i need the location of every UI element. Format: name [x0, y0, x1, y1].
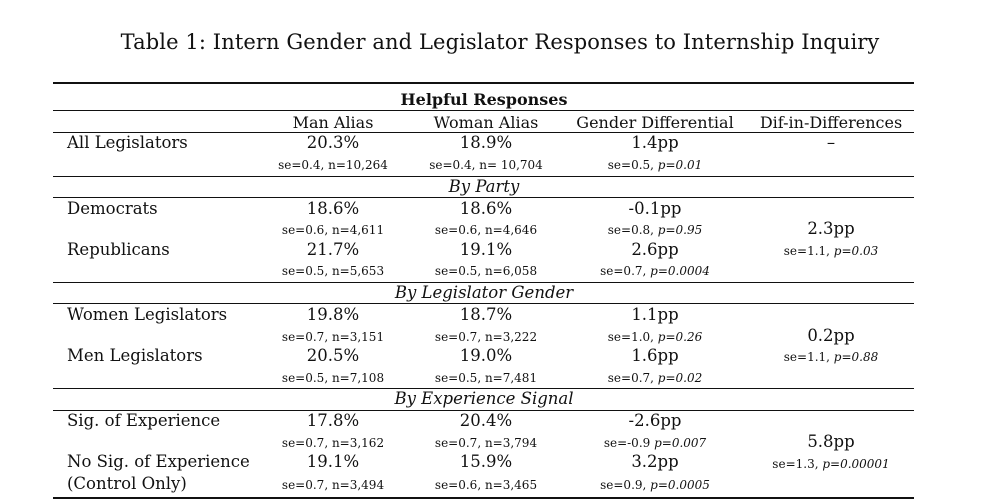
cell-sig-man: 17.8% [306, 411, 360, 430]
cell-gender-did: 0.2pp [807, 326, 855, 345]
column-header-man-alias: Man Alias [292, 113, 374, 132]
se-dem-diff: se=0.8, p=0.95 [607, 223, 703, 237]
se-experience-did: se=1.3, p=0.00001 [772, 457, 890, 471]
se-nosig-man: se=0.7, n=3,494 [281, 478, 385, 492]
cell-nosig-man: 19.1% [306, 452, 360, 471]
cell-experience-did: 5.8pp [807, 432, 855, 451]
se-dem-woman: se=0.6, n=4,646 [434, 223, 538, 237]
cell-all-woman: 18.9% [459, 133, 513, 152]
row-label-no-sig-experience: No Sig. of Experience [67, 452, 250, 471]
section-rule-party-bottom [53, 197, 914, 198]
top-rule [53, 82, 914, 84]
se-sig-woman: se=0.7, n=3,794 [434, 436, 538, 450]
table-caption: Table 1: Intern Gender and Legislator Responses to Internship Inquiry [120, 30, 880, 54]
bottom-rule [53, 497, 914, 499]
cell-sig-woman: 20.4% [459, 411, 513, 430]
row-label-men-legislators: Men Legislators [67, 346, 203, 365]
cell-dem-diff: -0.1pp [628, 199, 682, 218]
se-all-diff: se=0.5, p=0.01 [607, 158, 703, 172]
se-party-did: se=1.1, p=0.03 [783, 244, 879, 258]
se-women-leg-man: se=0.7, n=3,151 [281, 330, 385, 344]
group-header: Helpful Responses [400, 90, 568, 109]
cell-rep-woman: 19.1% [459, 240, 513, 259]
section-rule-gender-bottom [53, 303, 914, 304]
row-label-all-legislators: All Legislators [67, 133, 188, 152]
cell-women-leg-woman: 18.7% [459, 305, 513, 324]
cell-men-leg-woman: 19.0% [459, 346, 513, 365]
column-header-woman-alias: Woman Alias [433, 113, 539, 132]
se-women-leg-diff: se=1.0, p=0.26 [607, 330, 703, 344]
cell-sig-diff: -2.6pp [628, 411, 682, 430]
header-rule [53, 110, 914, 111]
cell-women-leg-man: 19.8% [306, 305, 360, 324]
se-men-leg-woman: se=0.5, n=7,481 [434, 371, 538, 385]
cell-rep-man: 21.7% [306, 240, 360, 259]
section-label-experience: By Experience Signal [394, 389, 574, 408]
column-header-dif-in-differences: Dif-in-Differences [759, 113, 903, 132]
se-all-man: se=0.4, n=10,264 [278, 158, 388, 172]
cell-men-leg-diff: 1.6pp [631, 346, 679, 365]
se-women-leg-woman: se=0.7, n=3,222 [434, 330, 538, 344]
se-gender-did: se=1.1, p=0.88 [783, 350, 879, 364]
se-sig-diff: se=-0.9 p=0.007 [603, 436, 707, 450]
row-label-sig-experience: Sig. of Experience [67, 411, 221, 430]
cell-all-did: – [826, 133, 836, 152]
se-nosig-diff: se=0.9, p=0.0005 [600, 478, 710, 492]
cell-rep-diff: 2.6pp [631, 240, 679, 259]
se-rep-diff: se=0.7, p=0.0004 [600, 264, 710, 278]
se-dem-man: se=0.6, n=4,611 [281, 223, 385, 237]
cell-all-diff: 1.4pp [631, 133, 679, 152]
section-label-gender: By Legislator Gender [394, 283, 574, 302]
row-label-control-only: (Control Only) [67, 474, 187, 493]
cell-men-leg-man: 20.5% [306, 346, 360, 365]
cell-dem-woman: 18.6% [459, 199, 513, 218]
se-nosig-woman: se=0.6, n=3,465 [434, 478, 538, 492]
se-all-woman: se=0.4, n= 10,704 [429, 158, 543, 172]
se-rep-man: se=0.5, n=5,653 [281, 264, 385, 278]
section-label-party: By Party [448, 177, 520, 196]
se-sig-man: se=0.7, n=3,162 [281, 436, 385, 450]
row-label-republicans: Republicans [67, 240, 170, 259]
row-label-democrats: Democrats [67, 199, 158, 218]
cell-dem-man: 18.6% [306, 199, 360, 218]
cell-party-did: 2.3pp [807, 219, 855, 238]
se-men-leg-man: se=0.5, n=7,108 [281, 371, 385, 385]
row-label-women-legislators: Women Legislators [67, 305, 228, 324]
cell-women-leg-diff: 1.1pp [631, 305, 679, 324]
column-header-gender-differential: Gender Differential [576, 113, 734, 132]
cell-all-man: 20.3% [306, 133, 360, 152]
cell-nosig-woman: 15.9% [459, 452, 513, 471]
cell-nosig-diff: 3.2pp [631, 452, 679, 471]
se-rep-woman: se=0.5, n=6,058 [434, 264, 538, 278]
se-men-leg-diff: se=0.7, p=0.02 [607, 371, 703, 385]
